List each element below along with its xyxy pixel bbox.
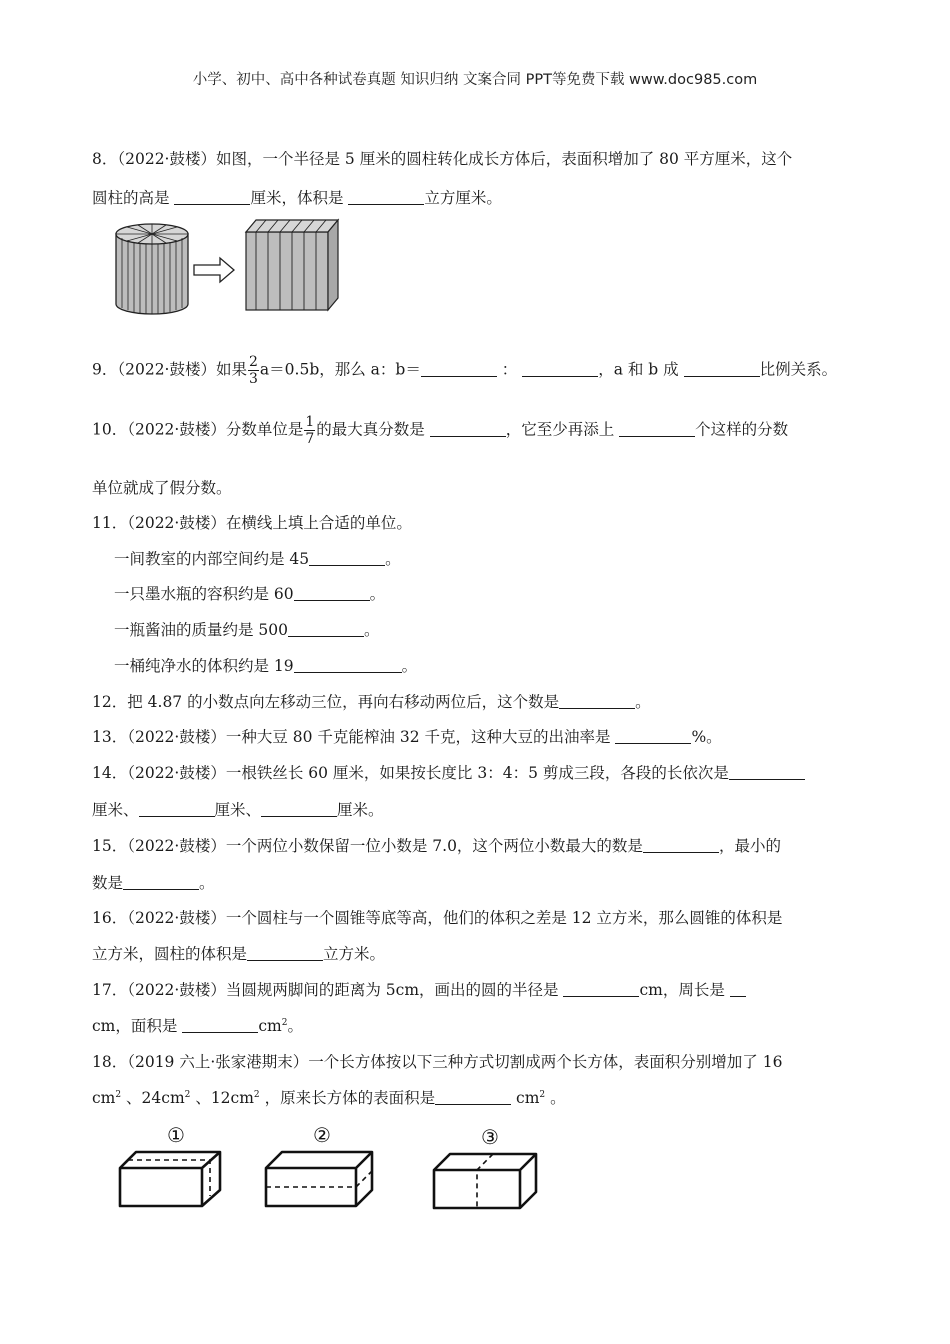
answer-blank[interactable] [684, 360, 760, 377]
answer-blank[interactable] [615, 727, 691, 744]
answer-blank[interactable] [139, 800, 215, 817]
question-17-line1: 17．（2022·鼓楼）当圆规两脚间的距离为 5cm，画出的圆的半径是 cm，周长是 [92, 978, 746, 1000]
cylinder-to-cuboid-figure [110, 212, 350, 320]
answer-blank[interactable] [729, 763, 805, 780]
question-8-line2: 圆柱的高是 厘米，体积是 立方厘米。 [92, 189, 502, 207]
answer-blank[interactable] [123, 873, 199, 890]
answer-blank[interactable] [174, 188, 250, 205]
question-8-line1: 8．（2022·鼓楼）如图，一个半径是 5 厘米的圆柱转化成长方体后，表面积增加了 80 平方厘米，这个 [92, 150, 793, 168]
question-15-line2: 数是 。 [92, 874, 215, 892]
answer-blank[interactable] [294, 656, 402, 673]
page-header: 小学、初中、高中各种试卷真题 知识归纳 文案合同 PPT等免费下载 www.doc985.com [192, 72, 758, 88]
answer-blank[interactable] [563, 980, 639, 997]
question-17-line2: cm，面积是 $cm^2$。 [92, 1017, 303, 1035]
answer-blank[interactable] [247, 944, 323, 961]
list-item: 一瓶酱油的质量约是 500 。 [114, 621, 380, 639]
cuboid-cut-figures [110, 1120, 580, 1212]
question-10-line2: 单位就成了假分数。 [92, 479, 232, 497]
question-11-title: 11．（2022·鼓楼）在横线上填上合适的单位。 [92, 514, 412, 532]
question-13: 13．（2022·鼓楼）一种大豆 80 千克能榨油 32 千克，这种大豆的出油率是 %。 [92, 728, 722, 746]
answer-blank[interactable] [421, 360, 497, 377]
answer-blank[interactable] [559, 692, 635, 709]
list-item: 一只墨水瓶的容积约是 60 。 [114, 585, 386, 603]
answer-blank[interactable] [182, 1016, 258, 1033]
fraction: $\frac{2}{3}$ [249, 354, 258, 387]
question-12: 12．把 4.87 的小数点向左移动三位，再向右移动两位后，这个数是 。 [92, 693, 651, 711]
answer-blank[interactable] [261, 800, 337, 817]
answer-blank[interactable] [430, 420, 506, 437]
answer-blank[interactable] [643, 836, 719, 853]
answer-blank[interactable] [435, 1088, 511, 1105]
question-9: 9．（2022·鼓楼）如果 $\frac{2}{3}$ a＝0.5b，那么 a：b＝ ： ，a 和 b 成 比例关系。 [92, 354, 838, 387]
fraction: $\frac{1}{7}$ [305, 414, 315, 447]
answer-blank[interactable] [294, 584, 370, 601]
question-10: 10．（2022·鼓楼）分数单位是 $\frac{1}{7}$ 的最大真分数是 ，它至少再添上 个这样的分数 [92, 414, 789, 447]
answer-blank[interactable] [730, 980, 746, 997]
answer-blank[interactable] [619, 420, 695, 437]
answer-blank[interactable] [348, 188, 424, 205]
question-16-line1: 16．（2022·鼓楼）一个圆柱与一个圆锥等底等高，他们的体积之差是 12 立方米，那么圆锥的体积是 [92, 909, 783, 927]
list-item: 一桶纯净水的体积约是 19 。 [114, 657, 418, 675]
question-18-line1: 18．（2019 六上·张家港期末）一个长方体按以下三种方式切割成两个长方体，表面积分别增加了 16 [92, 1053, 783, 1071]
question-16-line2: 立方米，圆柱的体积是 立方米。 [92, 945, 386, 963]
question-14-line1: 14．（2022·鼓楼）一根铁丝长 60 厘米，如果按长度比 3：4：5 剪成三段，各段的长依次是 [92, 761, 805, 783]
figure-label-3: ③ [481, 1125, 499, 1149]
answer-blank[interactable] [522, 360, 598, 377]
figure-label-1: ① [167, 1123, 185, 1147]
question-18-line2: $cm^2$ 、$24cm^2$ 、$12cm^2$ ，原来长方体的表面积是 $cm^2$ 。 [92, 1089, 566, 1107]
answer-blank[interactable] [288, 620, 364, 637]
figure-label-2: ② [313, 1123, 331, 1147]
question-15-line1: 15．（2022·鼓楼）一个两位小数保留一位小数是 7.0，这个两位小数最大的数是 ，最小的 [92, 837, 781, 855]
list-item: 一间教室的内部空间约是 45 。 [114, 550, 401, 568]
answer-blank[interactable] [309, 549, 385, 566]
question-14-line2: 厘米、 厘米、 厘米。 [92, 801, 384, 819]
